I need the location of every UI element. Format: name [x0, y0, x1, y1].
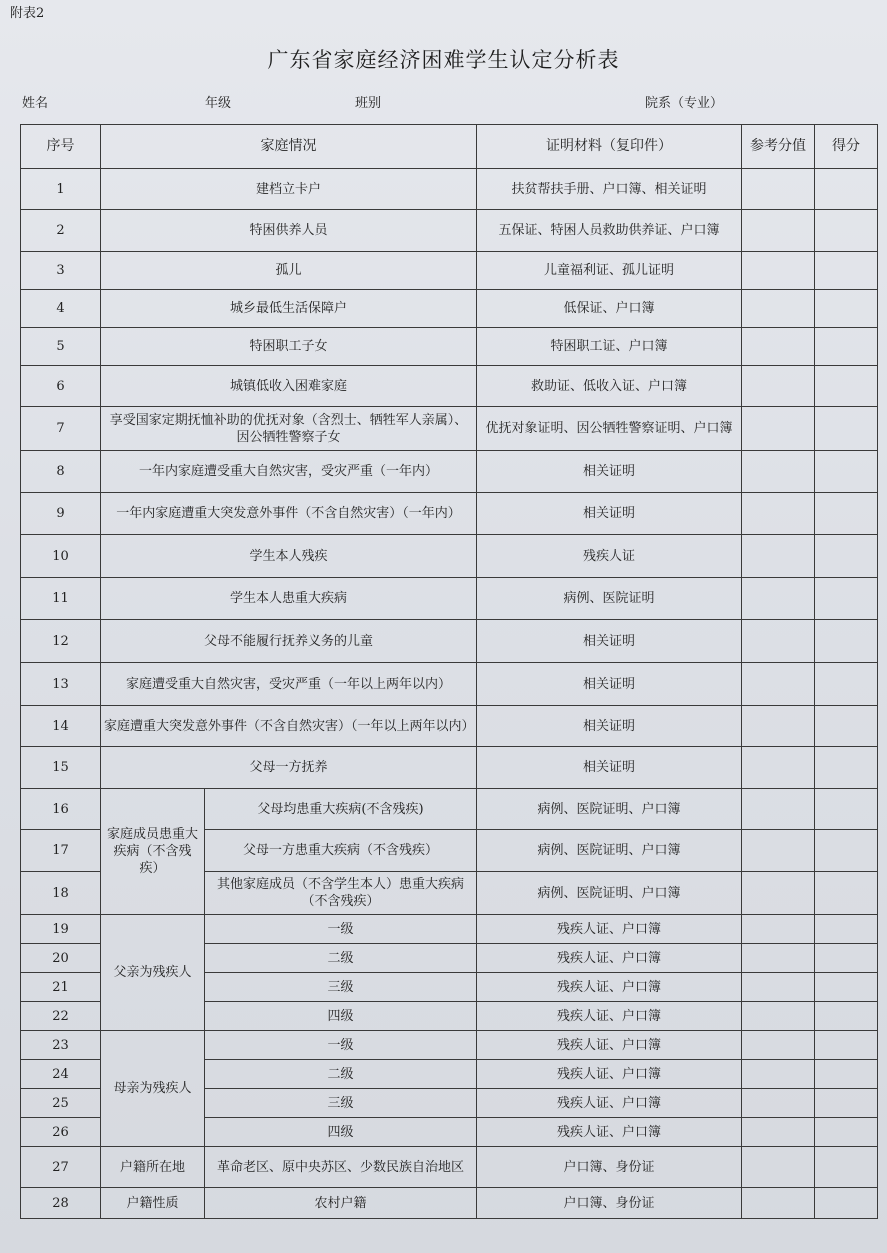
reference-score-cell[interactable] [742, 169, 815, 210]
docs-cell: 残疾人证、户口簿 [477, 973, 742, 1002]
row-number: 15 [21, 747, 101, 789]
docs-cell: 相关证明 [477, 747, 742, 789]
row-number: 17 [21, 830, 101, 872]
reference-score-cell[interactable] [742, 1060, 815, 1089]
table-row [21, 1147, 878, 1188]
docs-cell: 低保证、户口簿 [477, 290, 742, 328]
reference-score-cell[interactable] [742, 747, 815, 789]
reference-score-cell[interactable] [742, 493, 815, 535]
reference-score-cell[interactable] [742, 663, 815, 706]
score-cell[interactable] [815, 872, 878, 915]
docs-cell: 病例、医院证明、户口簿 [477, 830, 742, 872]
score-cell[interactable] [815, 830, 878, 872]
situation-cell: 一级 [205, 1031, 477, 1060]
score-cell[interactable] [815, 1147, 878, 1188]
table-row [21, 252, 878, 290]
docs-cell: 优抚对象证明、因公牺牲警察证明、户口簿 [477, 407, 742, 451]
reference-score-cell[interactable] [742, 1118, 815, 1147]
reference-score-cell[interactable] [742, 366, 815, 407]
situation-cell: 一年内家庭遭受重大自然灾害，受灾严重（一年内） [101, 451, 477, 493]
table-row [21, 706, 878, 747]
row-number: 18 [21, 872, 101, 915]
annex-label: 附表2 [10, 6, 45, 21]
table-row [21, 328, 878, 366]
docs-cell: 特困职工证、户口簿 [477, 328, 742, 366]
docs-cell: 病例、医院证明 [477, 578, 742, 620]
column-header-reference-score: 参考分值 [742, 125, 815, 169]
score-cell[interactable] [815, 944, 878, 973]
column-header-docs: 证明材料（复印件） [477, 125, 742, 169]
situation-cell: 一级 [205, 915, 477, 944]
score-cell[interactable] [815, 1118, 878, 1147]
score-cell[interactable] [815, 1188, 878, 1219]
situation-cell: 其他家庭成员（不含学生本人）患重大疾病（不含残疾） [205, 872, 477, 915]
column-header-no: 序号 [21, 125, 101, 169]
situation-cell: 二级 [205, 1060, 477, 1089]
situation-cell: 三级 [205, 973, 477, 1002]
situation-cell: 孤儿 [101, 252, 477, 290]
situation-cell: 享受国家定期抚恤补助的优抚对象（含烈士、牺牲军人亲属）、因公牺牲警察子女 [101, 407, 477, 451]
row-number: 2 [21, 210, 101, 252]
docs-cell: 户口簿、身份证 [477, 1188, 742, 1219]
situation-cell: 学生本人残疾 [101, 535, 477, 578]
situation-cell: 城镇低收入困难家庭 [101, 366, 477, 407]
reference-score-cell[interactable] [742, 944, 815, 973]
situation-cell: 父母不能履行抚养义务的儿童 [101, 620, 477, 663]
docs-cell: 相关证明 [477, 620, 742, 663]
score-cell[interactable] [815, 789, 878, 830]
docs-cell: 残疾人证、户口簿 [477, 1060, 742, 1089]
table-row [21, 789, 878, 830]
table-row [21, 535, 878, 578]
docs-cell: 残疾人证 [477, 535, 742, 578]
situation-cell: 学生本人患重大疾病 [101, 578, 477, 620]
row-number: 20 [21, 944, 101, 973]
situation-cell: 农村户籍 [205, 1188, 477, 1219]
table-row [21, 663, 878, 706]
situation-cell: 城乡最低生活保障户 [101, 290, 477, 328]
table-row [21, 620, 878, 663]
row-number: 11 [21, 578, 101, 620]
docs-cell: 相关证明 [477, 451, 742, 493]
docs-cell: 相关证明 [477, 493, 742, 535]
row-number: 21 [21, 973, 101, 1002]
table-row [21, 1031, 878, 1060]
reference-score-cell[interactable] [742, 1031, 815, 1060]
docs-cell: 儿童福利证、孤儿证明 [477, 252, 742, 290]
score-cell[interactable] [815, 1002, 878, 1031]
situation-cell: 革命老区、原中央苏区、少数民族自治地区 [205, 1147, 477, 1188]
score-cell[interactable] [815, 620, 878, 663]
score-cell[interactable] [815, 535, 878, 578]
row-number: 23 [21, 1031, 101, 1060]
docs-cell: 残疾人证、户口簿 [477, 1118, 742, 1147]
score-cell[interactable] [815, 210, 878, 252]
row-number: 4 [21, 290, 101, 328]
group-label: 家庭成员患重大疾病（不含残疾） [101, 789, 205, 915]
reference-score-cell[interactable] [742, 407, 815, 451]
group-label: 父亲为残疾人 [101, 915, 205, 1031]
docs-cell: 残疾人证、户口簿 [477, 944, 742, 973]
situation-cell: 特困职工子女 [101, 328, 477, 366]
row-number: 16 [21, 789, 101, 830]
reference-score-cell[interactable] [742, 1089, 815, 1118]
page-title: 广东省家庭经济困难学生认定分析表 [267, 48, 620, 72]
row-number: 9 [21, 493, 101, 535]
department-field-label: 院系（专业） [645, 96, 724, 111]
reference-score-cell[interactable] [742, 252, 815, 290]
docs-cell: 相关证明 [477, 663, 742, 706]
reference-score-cell[interactable] [742, 789, 815, 830]
docs-cell: 户口簿、身份证 [477, 1147, 742, 1188]
name-field-label: 姓名 [22, 96, 49, 111]
docs-cell: 病例、医院证明、户口簿 [477, 789, 742, 830]
reference-score-cell[interactable] [742, 706, 815, 747]
situation-cell: 一年内家庭遭重大突发意外事件（不含自然灾害）（一年内） [101, 493, 477, 535]
table-row [21, 210, 878, 252]
docs-cell: 病例、医院证明、户口簿 [477, 872, 742, 915]
situation-cell: 四级 [205, 1118, 477, 1147]
situation-cell: 父母均患重大疾病(不含残疾) [205, 789, 477, 830]
table-row [21, 915, 878, 944]
situation-cell: 四级 [205, 1002, 477, 1031]
score-cell[interactable] [815, 493, 878, 535]
situation-cell: 二级 [205, 944, 477, 973]
docs-cell: 残疾人证、户口簿 [477, 1031, 742, 1060]
table-row [21, 407, 878, 451]
row-number: 22 [21, 1002, 101, 1031]
situation-cell: 家庭遭重大突发意外事件（不含自然灾害）（一年以上两年以内） [101, 706, 477, 747]
situation-cell: 三级 [205, 1089, 477, 1118]
column-header-situation: 家庭情况 [101, 125, 477, 169]
row-number: 3 [21, 252, 101, 290]
table-row [21, 747, 878, 789]
group-label: 母亲为残疾人 [101, 1031, 205, 1147]
reference-score-cell[interactable] [742, 620, 815, 663]
situation-cell: 建档立卡户 [101, 169, 477, 210]
reference-score-cell[interactable] [742, 973, 815, 1002]
row-number: 26 [21, 1118, 101, 1147]
reference-score-cell[interactable] [742, 915, 815, 944]
docs-cell: 相关证明 [477, 706, 742, 747]
row-number: 25 [21, 1089, 101, 1118]
row-number: 12 [21, 620, 101, 663]
reference-score-cell[interactable] [742, 535, 815, 578]
reference-score-cell[interactable] [742, 210, 815, 252]
table-row [21, 493, 878, 535]
table-body [21, 169, 878, 1219]
column-header-score: 得分 [815, 125, 878, 169]
score-cell[interactable] [815, 252, 878, 290]
score-cell[interactable] [815, 1089, 878, 1118]
score-cell[interactable] [815, 706, 878, 747]
group-label: 户籍所在地 [101, 1147, 205, 1188]
reference-score-cell[interactable] [742, 328, 815, 366]
row-number: 7 [21, 407, 101, 451]
score-cell[interactable] [815, 328, 878, 366]
score-cell[interactable] [815, 973, 878, 1002]
reference-score-cell[interactable] [742, 1188, 815, 1219]
row-number: 1 [21, 169, 101, 210]
reference-score-cell[interactable] [742, 872, 815, 915]
row-number: 27 [21, 1147, 101, 1188]
row-number: 5 [21, 328, 101, 366]
table-row [21, 169, 878, 210]
score-cell[interactable] [815, 915, 878, 944]
analysis-table [20, 124, 878, 1219]
docs-cell: 五保证、特困人员救助供养证、户口簿 [477, 210, 742, 252]
grade-field-label: 年级 [205, 96, 232, 111]
score-cell[interactable] [815, 407, 878, 451]
score-cell[interactable] [815, 747, 878, 789]
table-row [21, 1188, 878, 1219]
reference-score-cell[interactable] [742, 578, 815, 620]
table-row [21, 290, 878, 328]
score-cell[interactable] [815, 578, 878, 620]
score-cell[interactable] [815, 663, 878, 706]
row-number: 13 [21, 663, 101, 706]
docs-cell: 残疾人证、户口簿 [477, 1089, 742, 1118]
reference-score-cell[interactable] [742, 451, 815, 493]
docs-cell: 残疾人证、户口簿 [477, 915, 742, 944]
score-cell[interactable] [815, 169, 878, 210]
class-field-label: 班别 [355, 96, 382, 111]
reference-score-cell[interactable] [742, 1147, 815, 1188]
reference-score-cell[interactable] [742, 830, 815, 872]
situation-cell: 父母一方患重大疾病（不含残疾） [205, 830, 477, 872]
table-header-row [21, 125, 878, 169]
table-row [21, 366, 878, 407]
situation-cell: 特困供养人员 [101, 210, 477, 252]
score-cell[interactable] [815, 1060, 878, 1089]
table-row [21, 578, 878, 620]
score-cell[interactable] [815, 290, 878, 328]
docs-cell: 救助证、低收入证、户口簿 [477, 366, 742, 407]
group-label: 户籍性质 [101, 1188, 205, 1219]
score-cell[interactable] [815, 366, 878, 407]
row-number: 10 [21, 535, 101, 578]
row-number: 6 [21, 366, 101, 407]
situation-cell: 家庭遭受重大自然灾害，受灾严重（一年以上两年以内） [101, 663, 477, 706]
score-cell[interactable] [815, 451, 878, 493]
row-number: 28 [21, 1188, 101, 1219]
row-number: 24 [21, 1060, 101, 1089]
docs-cell: 扶贫帮扶手册、户口簿、相关证明 [477, 169, 742, 210]
row-number: 19 [21, 915, 101, 944]
score-cell[interactable] [815, 1031, 878, 1060]
reference-score-cell[interactable] [742, 1002, 815, 1031]
table-row [21, 451, 878, 493]
row-number: 8 [21, 451, 101, 493]
situation-cell: 父母一方抚养 [101, 747, 477, 789]
row-number: 14 [21, 706, 101, 747]
docs-cell: 残疾人证、户口簿 [477, 1002, 742, 1031]
reference-score-cell[interactable] [742, 290, 815, 328]
